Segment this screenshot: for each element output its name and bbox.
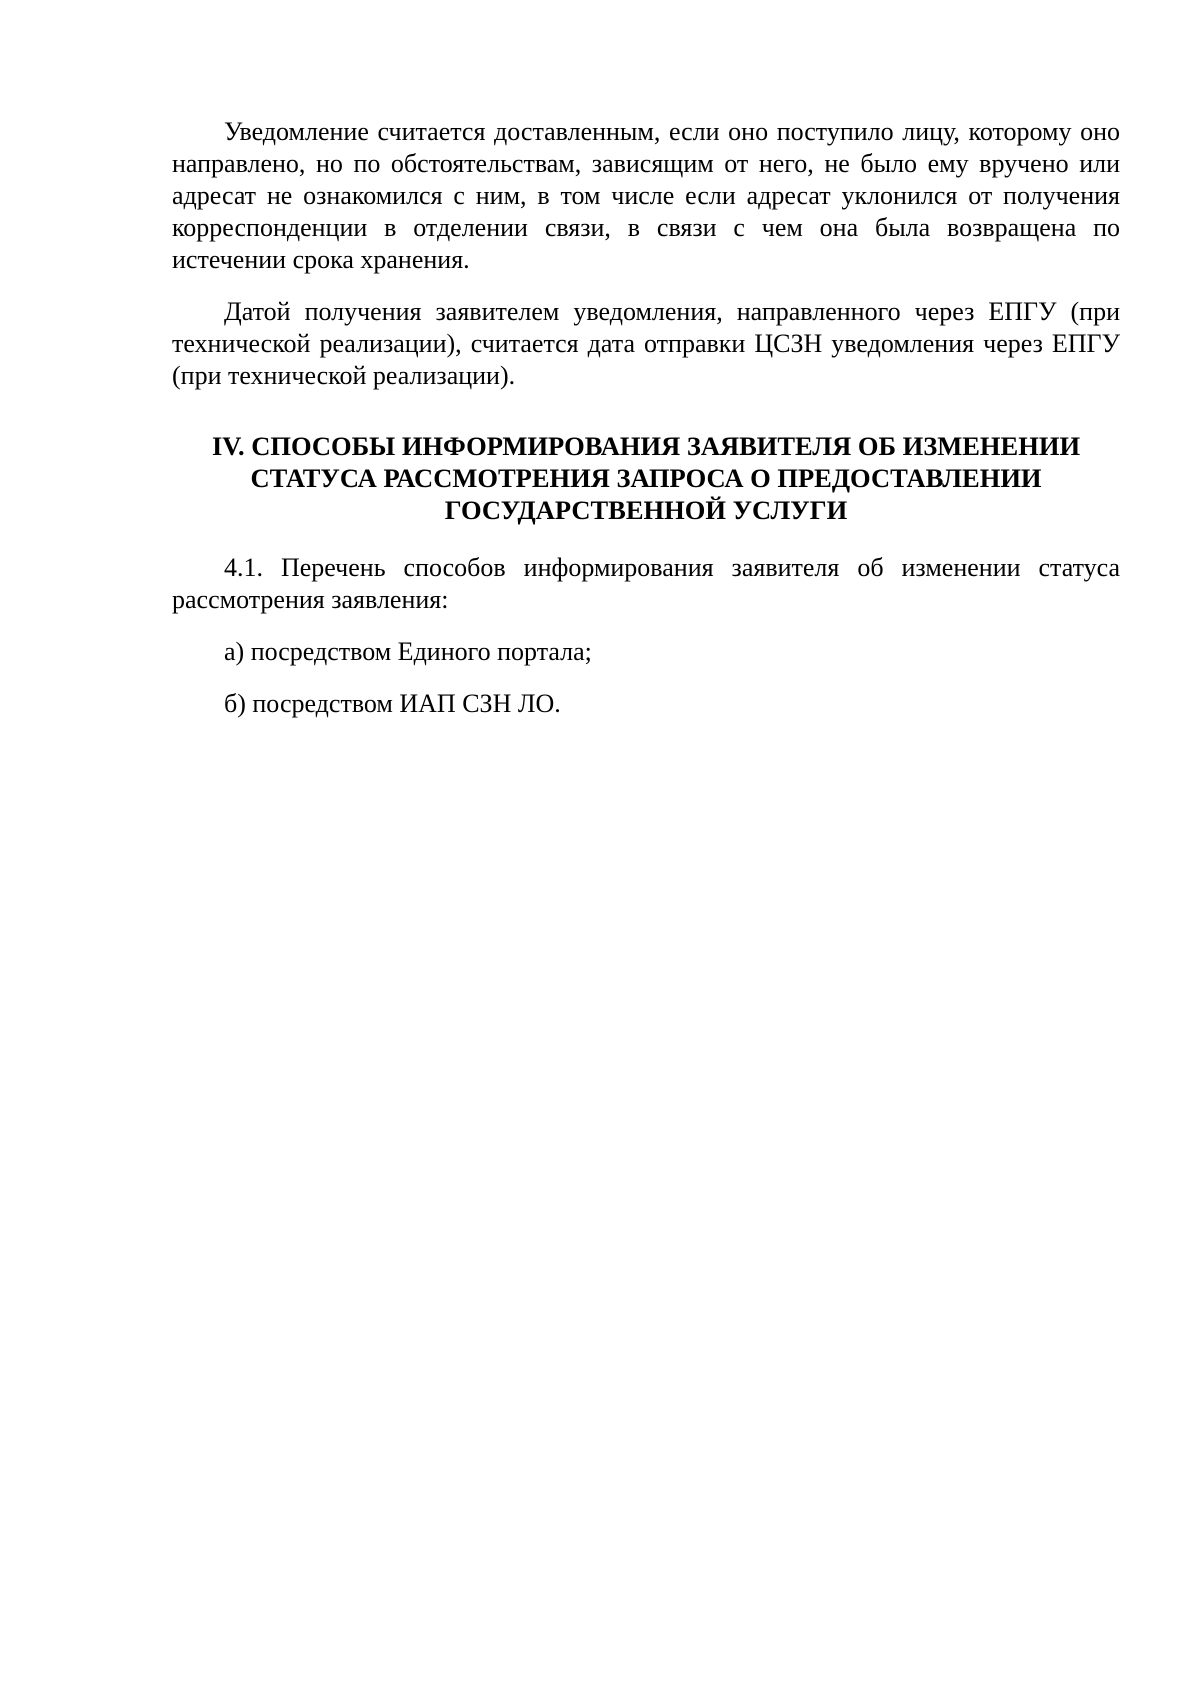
paragraph-receipt-date: Датой получения заявителем уведомления, направленного через ЕПГУ (при технической реализации), считается дата отправки ЦСЗН уведомления через ЕПГУ (при технической реализации). bbox=[172, 297, 1120, 390]
list-item-b: б) посредством ИАП СЗН ЛО. bbox=[224, 689, 561, 718]
section-heading-line: IV. СПОСОБЫ ИНФОРМИРОВАНИЯ ЗАЯВИТЕЛЯ ОБ ИЗМЕНЕНИИ bbox=[211, 431, 1081, 461]
section-heading bbox=[172, 430, 1120, 526]
list-item-a: а) посредством Единого портала; bbox=[224, 637, 592, 666]
section-heading-line: СТАТУСА РАССМОТРЕНИЯ ЗАПРОСА О ПРЕДОСТАВЛЕНИИ bbox=[250, 463, 1042, 493]
document-body bbox=[172, 116, 1120, 720]
section-heading-line: ГОСУДАРСТВЕННОЙ УСЛУГИ bbox=[444, 495, 848, 525]
paragraph-notification-delivered: Уведомление считается доставленным, если оно поступило лицу, которому оно направлено, но по обстоятельствам, зависящим от него, не было ему вручено или адресат не ознакомился с ним, в том числе если адресат уклонился от получения корреспонденции в отделении связи, в связи с чем она была возвращена по истечении срока хранения. bbox=[172, 117, 1120, 274]
paragraph-4-1: 4.1. Перечень способов информирования заявителя об изменении статуса рассмотрения заявления: bbox=[172, 553, 1120, 614]
